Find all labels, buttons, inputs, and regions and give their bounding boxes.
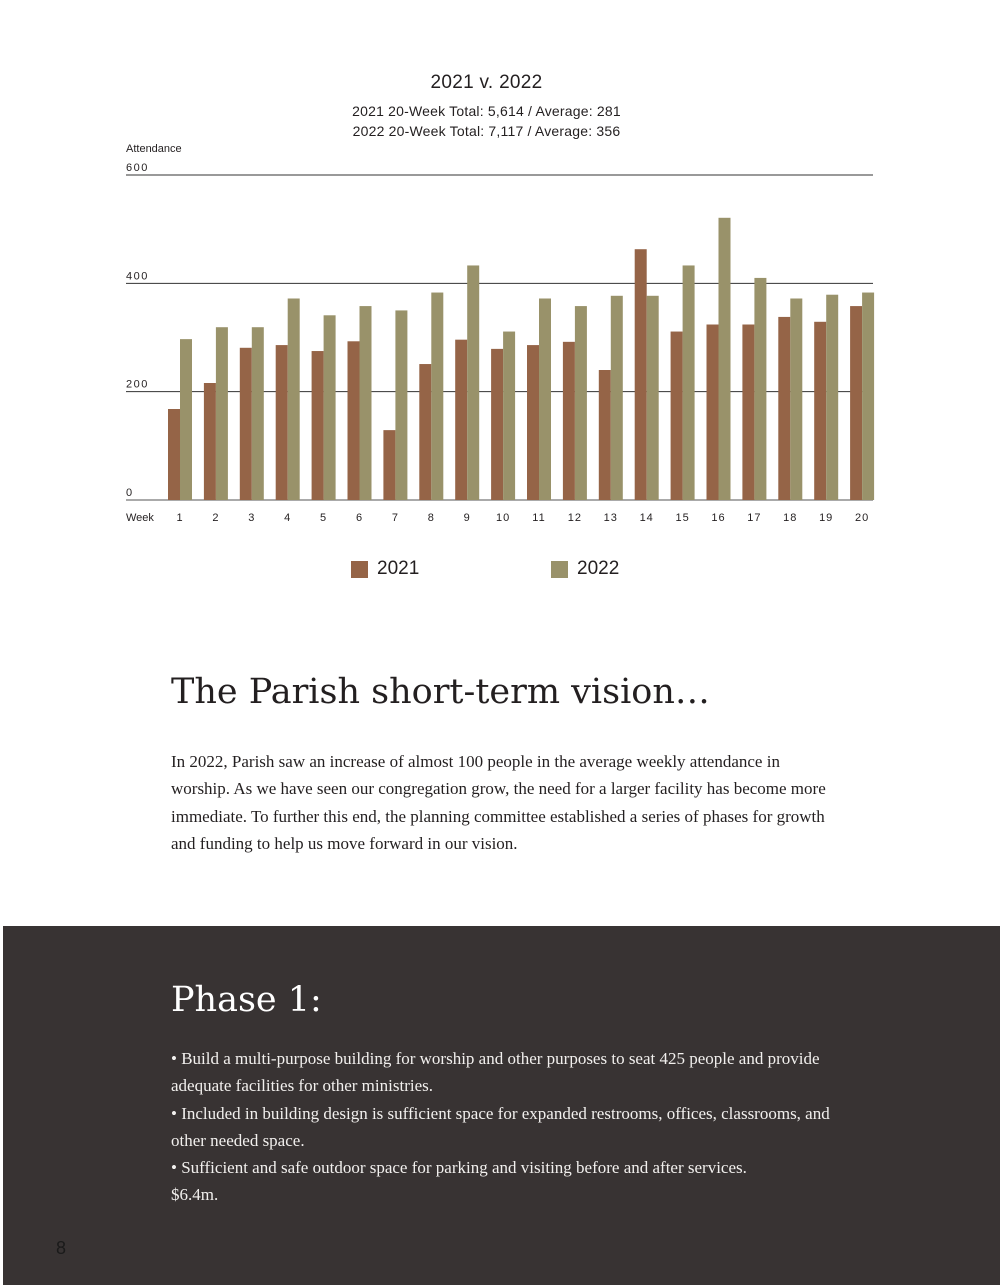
bar-2022-week-3 (252, 327, 264, 500)
bar-2022-week-12 (575, 306, 587, 500)
bar-2022-week-5 (324, 315, 336, 500)
phase-heading: Phase 1: (171, 980, 322, 1020)
y-tick-label-400: 400 (126, 270, 149, 283)
bar-2021-week-12 (563, 342, 575, 500)
bar-2022-week-9 (467, 265, 479, 500)
x-tick-label-14: 14 (639, 512, 654, 524)
vision-paragraph: In 2022, Parish saw an increase of almost 100 people in the average weekly attendance in worship. As we have seen our congregation grow, the need for a larger facility has become more immediate. To further this end, the planning committee established a series of phases for growth and funding to help us move forward in our vision. (171, 752, 826, 853)
x-tick-label-8: 8 (427, 512, 435, 524)
bar-2022-week-14 (647, 296, 659, 500)
bar-2022-week-13 (611, 296, 623, 500)
bar-2021-week-16 (707, 325, 719, 501)
x-tick-label-13: 13 (603, 512, 618, 524)
x-tick-label-7: 7 (391, 512, 399, 524)
vision-heading: The Parish short-term vision… (171, 672, 710, 712)
x-tick-label-5: 5 (320, 512, 328, 524)
x-tick-label-17: 17 (747, 512, 762, 524)
bar-2021-week-13 (599, 370, 611, 500)
x-tick-label-20: 20 (854, 512, 870, 524)
x-tick-label-12: 12 (567, 512, 583, 524)
bar-2022-week-2 (216, 327, 228, 500)
bar-2021-week-14 (635, 249, 647, 500)
x-axis-label: Week (126, 512, 154, 524)
phase-item-space: • Included in building design is sufficient space for expanded restrooms, offices, classrooms, and other needed space. (171, 1103, 830, 1150)
bar-2021-week-17 (742, 325, 754, 501)
x-tick-label-10: 10 (495, 512, 511, 524)
x-tick-label-16: 16 (711, 512, 726, 524)
bar-2022-week-11 (539, 299, 551, 501)
y-axis-label: Attendance (126, 143, 182, 155)
bar-2022-week-20 (862, 293, 874, 500)
chart-title: 2021 v. 2022 (430, 72, 543, 93)
bar-2021-week-8 (419, 364, 431, 500)
x-tick-label-2: 2 (212, 512, 220, 524)
attendance-bar-chart (0, 0, 1000, 540)
bar-2021-week-3 (240, 348, 252, 500)
bar-2022-week-17 (754, 278, 766, 500)
bar-2021-week-4 (276, 345, 288, 500)
bar-2022-week-15 (683, 265, 695, 500)
chart-subtitle-2022: 2022 20-Week Total: 7,117 / Average: 356 (352, 123, 621, 139)
chart-subtitle-2021: 2021 20-Week Total: 5,614 / Average: 281 (352, 103, 621, 119)
x-tick-label-15: 15 (675, 512, 690, 524)
legend-item-2021 (351, 557, 419, 581)
bar-2022-week-16 (719, 218, 731, 500)
x-tick-label-18: 18 (783, 512, 798, 524)
y-tick-label-600: 600 (126, 162, 149, 174)
bar-2021-week-18 (778, 317, 790, 500)
bar-2021-week-20 (850, 306, 862, 500)
x-tick-label-11: 11 (532, 512, 546, 524)
bar-2022-week-10 (503, 332, 515, 500)
phase-item-parking: • Sufficient and safe outdoor space for parking and visiting before and after services. (171, 1158, 747, 1178)
x-tick-label-1: 1 (176, 512, 184, 524)
bar-2021-week-1 (168, 409, 180, 500)
bar-2022-week-18 (790, 299, 802, 501)
bar-2021-week-11 (527, 345, 539, 500)
y-tick-label-200: 200 (126, 378, 149, 391)
bar-2022-week-4 (288, 299, 300, 501)
x-tick-label-6: 6 (355, 512, 364, 524)
phase-item-cost: $6.4m. (171, 1185, 219, 1205)
legend-swatch-2021 (351, 561, 368, 578)
bar-2021-week-9 (455, 340, 467, 500)
bar-2021-week-10 (491, 349, 503, 500)
bar-2021-week-2 (204, 383, 216, 500)
bar-2022-week-1 (180, 339, 192, 500)
phase-list (171, 1045, 841, 1209)
x-tick-label-19: 19 (819, 512, 834, 524)
bar-2021-week-5 (312, 351, 324, 500)
legend-label-2021: 2021 (377, 558, 420, 579)
page-number: 8 (56, 1238, 67, 1258)
legend-label-2022: 2022 (577, 558, 620, 579)
bar-2021-week-7 (383, 430, 395, 500)
bar-2021-week-6 (348, 341, 360, 500)
bar-2022-week-8 (431, 293, 443, 500)
bar-2022-week-19 (826, 295, 838, 500)
bar-2022-week-7 (395, 310, 407, 500)
x-tick-label-3: 3 (248, 512, 256, 524)
bar-2021-week-19 (814, 322, 826, 500)
bar-2021-week-15 (671, 332, 683, 500)
legend-swatch-2022 (551, 561, 568, 578)
phase-item-building: • Build a multi-purpose building for worship and other purposes to seat 425 people and provide adequate facilities for other ministries. (171, 1049, 820, 1096)
x-tick-label-4: 4 (284, 512, 292, 524)
y-tick-label-0: 0 (126, 487, 134, 499)
x-tick-label-9: 9 (463, 512, 471, 524)
legend-item-2022 (551, 557, 619, 581)
bar-2022-week-6 (360, 306, 372, 500)
